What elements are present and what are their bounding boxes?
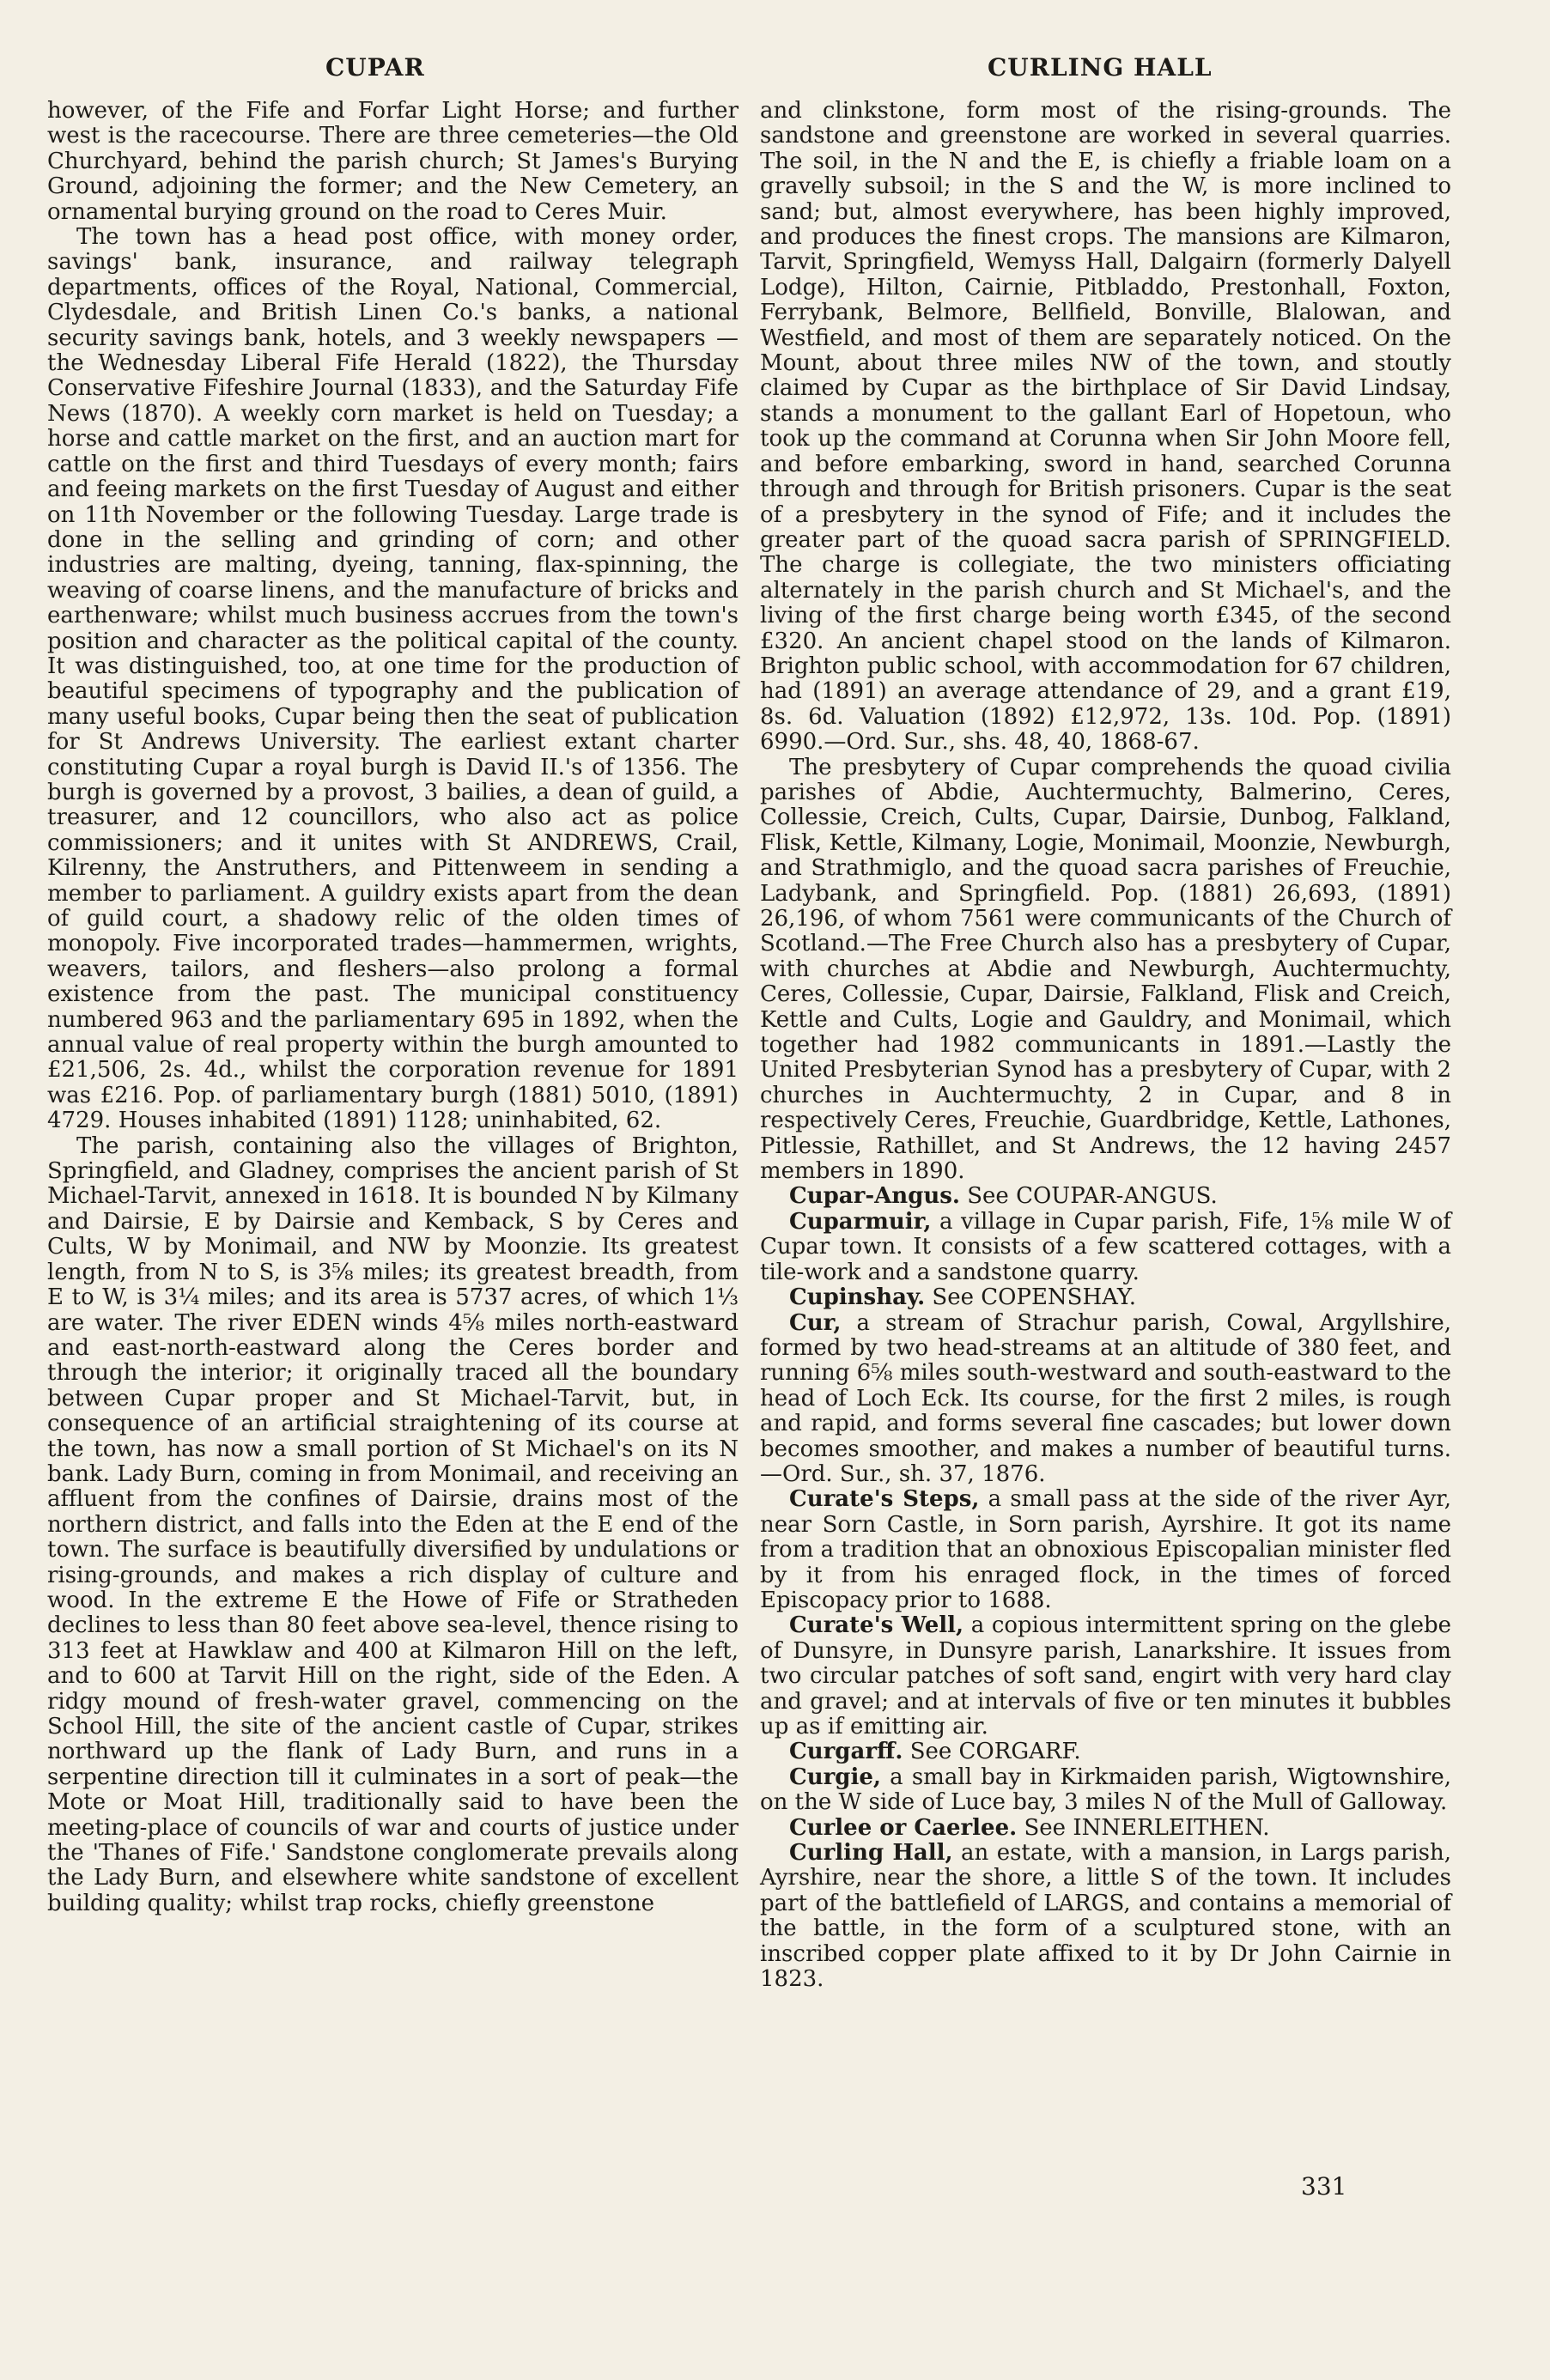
paragraph: The presbytery of Cupar comprehends the quoad civilia parishes of Abdie, Auchtermuchty, Balmerino, Ceres, Collessie, Creich, Cults, Cupar, Dairsie, Dunbog, Falkland, Flisk, Kettle, Kilmany, Logie, Monimail, Moonzie, Newburgh, and Strathmiglo, and the quoad sacra parishes of Freuchie, Ladybank, and Springfield. Pop. (1881) 26,693, (1891) 26,196, of whom 7561 were communicants of the Church of Scotland.—The Free Church also has a presbytery of Cupar, with churches at Abdie and Newburgh, Auchtermuchty, Ceres, Collessie, Cupar, Dairsie, Falkland, Flisk and Creich, Kettle and Cults, Logie and Gauldry, and Monimail, which together had 1982 communicants in 1891.—Lastly the United Presbyterian Synod has a presbytery of Cupar, with 2 churches in Auchtermuchty, 2 in Cupar, and 8 in respectively Ceres, Freuchie, Guardbridge, Kettle, Lathones, Pitlessie, Rathillet, and St Andrews, the 12 having 2457 members in 1890. [760, 754, 1451, 1185]
entry-headword: Curgie, [789, 1764, 881, 1790]
entry-headword: Cur, [789, 1309, 842, 1336]
gazetteer-entry [760, 1184, 1451, 1209]
gazetteer-entry [760, 1285, 1451, 1310]
entry-text: a village in Cupar parish, Fife, 1⅝ mile W of Cupar town. It consists of a few scattered cottages, with a tile-work and a sandstone quarry. [760, 1208, 1451, 1285]
entry-text: a stream of Strachur parish, Cowal, Argyllshire, formed by two head-streams at an altitude of 380 feet, and running 6⅝ miles south-westward and south-eastward to the head of Loch Eck. Its course, for the first 2 miles, is rough and rapid, and forms several fine cascades; but lower down becomes smoother, and makes a number of beautiful turns.—Ord. Sur., sh. 37, 1876. [760, 1309, 1451, 1487]
entry-text: See INNERLEITHEN. [1024, 1814, 1270, 1841]
entry-text: a small pass at the side of the river Ayr, near Sorn Castle, in Sorn parish, Ayrshire. It got its name from a tradition that an obnoxious Episcopalian minister fled by it from his enraged flock, in the times of forced Episcopacy prior to 1688. [760, 1486, 1451, 1613]
gazetteer-entry [760, 1841, 1451, 1992]
entry-text: a small bay in Kirkmaiden parish, Wigtownshire, on the W side of Luce bay, 3 miles N of the Mull of Galloway. [760, 1764, 1451, 1816]
gazetteer-entry [760, 1816, 1451, 1841]
left-column [47, 99, 739, 1916]
gazetteer-entry [760, 1765, 1451, 1816]
page-number: 331 [1301, 2172, 1347, 2201]
entry-headword: Cupinshay. [789, 1284, 926, 1311]
gazetteer-entry [760, 1487, 1451, 1613]
gazetteer-entry [760, 1739, 1451, 1764]
running-head-left: CUPAR [325, 53, 425, 82]
entry-text: See COPENSHAY. [932, 1284, 1136, 1311]
entry-headword: Cuparmuir, [789, 1208, 932, 1235]
paragraph: The town has a head post office, with money order, savings' bank, insurance, and railway telegraph departments, offices of the Royal, National, Commercial, Clydesdale, and British Linen Co.'s banks, a national security savings bank, hotels, and 3 weekly newspapers —the Wednesday Liberal Fife Herald (1822), the Thursday Conservative Fifeshire Journal (1833), and the Saturday Fife News (1870). A weekly corn market is held on Tuesday; a horse and cattle market on the first, and an auction mart for cattle on the first and third Tuesdays of every month; fairs and feeing markets on the first Tuesday of August and either on 11th November or the following Tuesday. Large trade is done in the selling and grinding of corn; and other industries are malting, dyeing, tanning, flax-spinning, the weaving of coarse linens, and the manufacture of bricks and earthenware; whilst much business accrues from the town's position and character as the political capital of the county. It was distinguished, too, at one time for the production of beautiful specimens of typography and the publication of many useful books, Cupar being then the seat of publication for St Andrews University. The earliest extant charter constituting Cupar a royal burgh is David II.'s of 1356. The burgh is governed by a provost, 3 bailies, a dean of guild, a treasurer, and 12 councillors, who also act as police commissioners; and it unites with St ANDREWS, Crail, Kilrenny, the Anstruthers, and Pittenweem in sending a member to parliament. A guildry exists apart from the dean of guild court, a shadowy relic of the olden times of monopoly. Five incorporated trades—hammermen, wrights, weavers, tailors, and fleshers—also prolong a formal existence from the past. The municipal constituency numbered 963 and the parliamentary 695 in 1892, when the annual value of real property within the burgh amounted to £21,506, 2s. 4d., whilst the corporation revenue for 1891 was £216. Pop. of parliamentary burgh (1881) 5010, (1891) 4729. Houses inhabited (1891) 1128; uninhabited, 62. [47, 224, 739, 1134]
paragraph: however, of the Fife and Forfar Light Horse; and further west is the racecourse. There are three cemeteries—the Old Churchyard, behind the parish church; St James's Burying Ground, adjoining the former; and the New Cemetery, an ornamental burying ground on the road to Ceres Muir. [47, 98, 739, 225]
entry-headword: Curate's Well, [789, 1612, 964, 1639]
gazetteer-entry [760, 1613, 1451, 1739]
entry-text: See CORGARF. [909, 1739, 1081, 1765]
paragraph: The parish, containing also the villages of Brighton, Springfield, and Gladney, comprises the ancient parish of St Michael-Tarvit, annexed in 1618. It is bounded N by Kilmany and Dairsie, E by Dairsie and Kemback, S by Ceres and Cults, W by Monimail, and NW by Moonzie. Its greatest length, from N to S, is 3⅝ miles; its greatest breadth, from E to W, is 3¼ miles; and its area is 5737 acres, of which 1⅓ are water. The river EDEN winds 4⅝ miles north-eastward and east-north-eastward along the Ceres border and through the interior; it originally traced all the boundary between Cupar proper and St Michael-Tarvit, but, in consequence of an artificial straightening of its course at the town, has now a small portion of St Michael's on its N bank. Lady Burn, coming in from Monimail, and receiving an affluent from the confines of Dairsie, drains most of the northern district, and falls into the Eden at the E end of the town. The surface is beautifully diversified by undulations or rising-grounds, and makes a rich display of culture and wood. In the extreme E the Howe of Fife or Stratheden declines to less than 80 feet above sea-level, thence rising to 313 feet at Hawklaw and 400 at Kilmaron Hill on the left, and to 600 at Tarvit Hill on the right, side of the Eden. A ridgy mound of fresh-water gravel, commencing on the School Hill, the site of the ancient castle of Cupar, strikes northward up the flank of Lady Burn, and runs in a serpentine direction till it culminates in a sort of peak—the Mote or Moat Hill, traditionally said to have been the meeting-place of councils of war and courts of justice under the 'Thanes of Fife.' Sandstone conglomerate prevails along the Lady Burn, and elsewhere white sandstone of excellent building quality; whilst trap rocks, chiefly greenstone [47, 1132, 739, 1916]
paragraph: and clinkstone, form most of the rising-grounds. The sandstone and greenstone are worked in several quarries. The soil, in the N and the E, is chiefly a friable loam on a gravelly subsoil; in the S and the W, is more inclined to sand; but, almost everywhere, has been highly improved, and produces the finest crops. The mansions are Kilmaron, Tarvit, Springfield, Wemyss Hall, Dalgairn (formerly Dalyell Lodge), Hilton, Cairnie, Pitbladdo, Prestonhall, Foxton, Ferrybank, Belmore, Bellfield, Bonville, Blalowan, and Westfield, and most of them are separately noticed. On the Mount, about three miles NW of the town, and stoutly claimed by Cupar as the birthplace of Sir David Lindsay, stands a monument to the gallant Earl of Hopetoun, who took up the command at Corunna when Sir John Moore fell, and before embarking, sword in hand, searched Corunna through and through for British prisoners. Cupar is the seat of a presbytery in the synod of Fife; and it includes the greater part of the quoad sacra parish of SPRINGFIELD. The charge is collegiate, the two ministers officiating alternately in the parish church and St Michael's, and the living of the first charge being worth £345, of the second £320. An ancient chapel stood on the lands of Kilmaron. Brighton public school, with accommodation for 67 children, had (1891) an average attendance of 29, and a grant £19, 8s. 6d. Valuation (1892) £12,972, 13s. 10d. Pop. (1891) 6990.—Ord. Sur., shs. 48, 40, 1868-67. [760, 98, 1451, 756]
entry-headword: Curling Hall, [789, 1840, 953, 1867]
gazetteer-entry [760, 1210, 1451, 1285]
entry-headword: Curate's Steps, [789, 1486, 980, 1513]
gazetteer-entry [760, 1311, 1451, 1488]
entry-headword: Curlee or Caerlee. [789, 1814, 1018, 1841]
running-head-right: CURLING HALL [988, 53, 1213, 82]
entry-headword: Cupar-Angus. [789, 1183, 960, 1210]
right-column [760, 99, 1451, 1992]
entry-text: a copious intermittent spring on the glebe of Dunsyre, in Dunsyre parish, Lanarkshire. It issues from two circular patches of soft sand, engirt with very hard clay and gravel; and at intervals of five or ten minutes it bubbles up as if emitting air. [760, 1612, 1451, 1739]
entry-text: See COUPAR-ANGUS. [967, 1183, 1218, 1210]
entry-text: an estate, with a mansion, in Largs parish, Ayrshire, near the shore, a little S of the town. It includes part of the battlefield of LARGS, and contains a memorial of the battle, in the form of a sculptured stone, with an inscribed copper plate affixed to it by Dr John Cairnie in 1823. [760, 1840, 1452, 1993]
entry-headword: Curgarff. [789, 1739, 903, 1765]
